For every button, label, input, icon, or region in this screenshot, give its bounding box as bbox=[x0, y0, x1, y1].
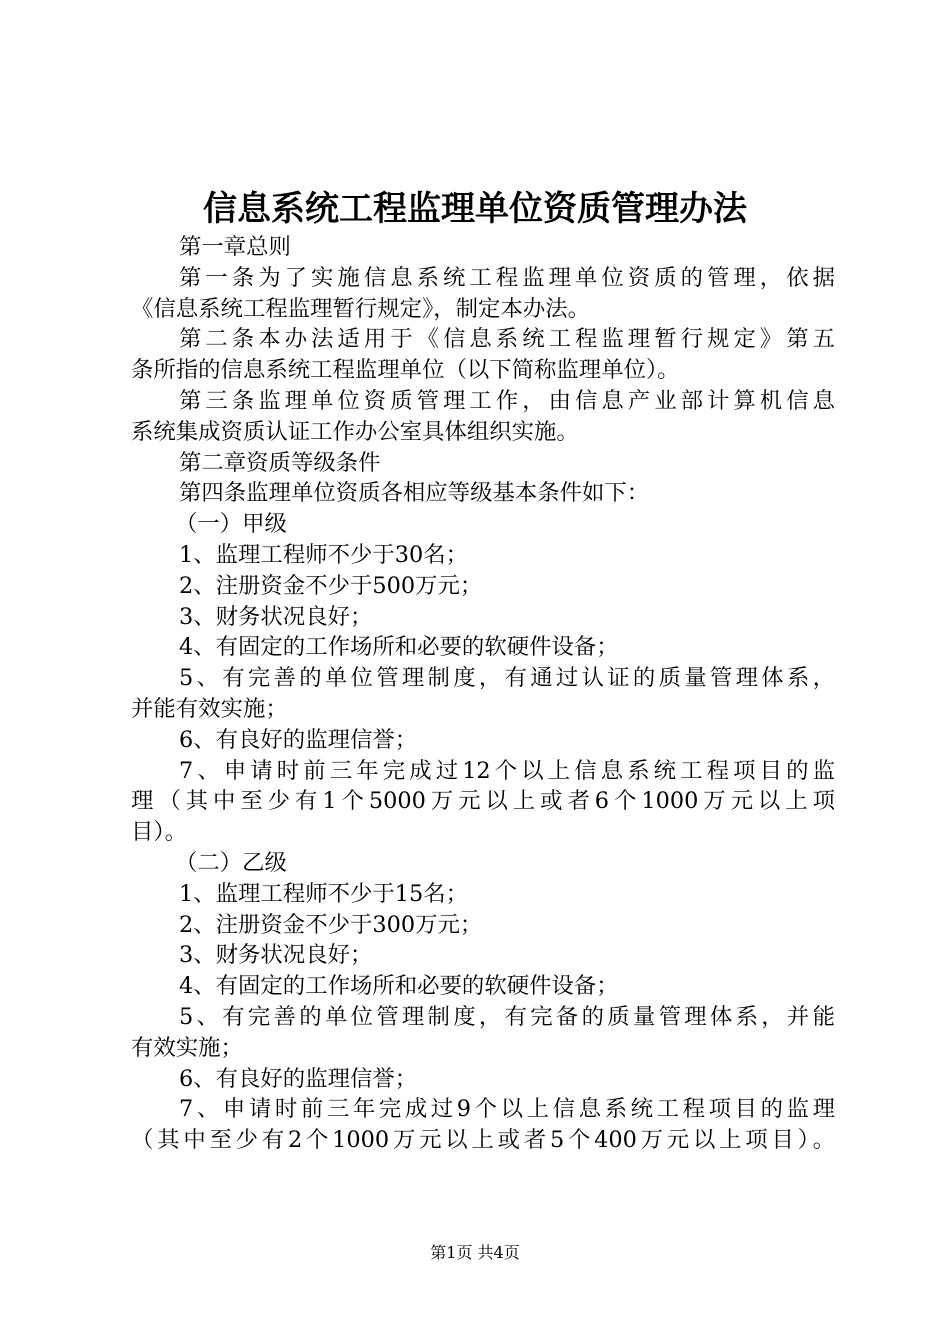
text-line: 6、有良好的监理信誉； bbox=[179, 726, 418, 753]
text-line: 1、监理工程师不少于30名； bbox=[179, 541, 469, 568]
text-line: 6、有良好的监理信誉； bbox=[179, 1065, 418, 1092]
text-line: 7、申请时前三年完成过12个以上信息系统工程项目的监 bbox=[179, 757, 835, 784]
text-line: 第四条监理单位资质各相应等级基本条件如下： bbox=[179, 480, 650, 507]
text-line: （二）乙级 bbox=[175, 849, 287, 876]
text-line: 目）。 bbox=[131, 819, 187, 846]
page-footer: 第1页 共4页 bbox=[430, 1243, 520, 1262]
document-body bbox=[131, 232, 835, 1156]
text-line: 1、监理工程师不少于15名； bbox=[179, 880, 469, 907]
text-line: 第三条监理单位资质管理工作，由信息产业部计算机信息 bbox=[179, 387, 835, 414]
text-line: 3、财务状况良好； bbox=[179, 942, 373, 969]
text-line: （一）甲级 bbox=[175, 511, 287, 538]
text-line: 有效实施； bbox=[131, 1034, 243, 1061]
text-line: 并能有效实施； bbox=[131, 695, 288, 722]
text-line: 第二章资质等级条件 bbox=[179, 449, 381, 476]
text-line: 第一章总则 bbox=[179, 234, 291, 260]
text-line: 条所指的信息系统工程监理单位（以下简称监理单位）。 bbox=[131, 357, 680, 384]
page-title: 信息系统工程监理单位资质管理办法 bbox=[203, 189, 747, 229]
text-line: 理（其中至少有1个5000万元以上或者6个1000万元以上项 bbox=[131, 788, 835, 815]
text-line: 2、注册资金不少于500万元； bbox=[179, 572, 483, 599]
text-line: 第二条本办法适用于《信息系统工程监理暂行规定》第五 bbox=[179, 326, 835, 353]
text-line: 第一条为了实施信息系统工程监理单位资质的管理，依据 bbox=[179, 264, 835, 291]
text-line: 5、有完善的单位管理制度，有完备的质量管理体系，并能 bbox=[179, 1003, 835, 1030]
text-line: 系统集成资质认证工作办公室具体组织实施。 bbox=[131, 418, 579, 445]
text-line: 5、有完善的单位管理制度，有通过认证的质量管理体系， bbox=[179, 665, 835, 692]
text-line: 7、申请时前三年完成过9个以上信息系统工程项目的监理 bbox=[179, 1096, 835, 1123]
text-line: 2、注册资金不少于300万元； bbox=[179, 911, 483, 938]
text-line: 《信息系统工程监理暂行规定》，制定本办法。 bbox=[131, 295, 591, 322]
text-line: 4、有固定的工作场所和必要的软硬件设备； bbox=[179, 634, 619, 661]
text-line: （其中至少有2个1000万元以上或者5个400万元以上项目）。 bbox=[131, 1127, 835, 1154]
text-line: 4、有固定的工作场所和必要的软硬件设备； bbox=[179, 973, 619, 1000]
text-line: 3、财务状况良好； bbox=[179, 603, 373, 630]
